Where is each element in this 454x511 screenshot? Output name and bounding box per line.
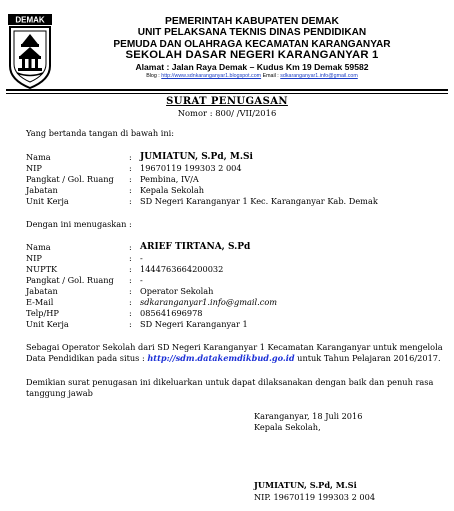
body-line-2-end: untuk Tahun Pelajaran 2016/2017. (294, 353, 441, 363)
school-name: SEKOLAH DASAR NEGERI KARANGANYAR 1 (125, 49, 379, 62)
field-value: Kepala Sekolah (140, 185, 205, 195)
field-colon: : (129, 319, 132, 329)
field-colon: : (129, 185, 132, 195)
school-address: Alamat : Jalan Raya Demak – Kudus Km 19 Demak 59582 (135, 61, 369, 72)
field-value: - (140, 275, 143, 285)
field-colon: : (129, 242, 132, 252)
letterhead-rule-thin (6, 93, 448, 94)
field-colon: : (129, 308, 132, 318)
field-colon: : (129, 264, 132, 274)
signature-nip: NIP. 19670119 199303 2 004 (254, 492, 376, 502)
field-label: Telp/HP (26, 308, 59, 318)
field-value: SD Negeri Karanganyar 1 (140, 319, 248, 329)
field-value: SD Negeri Karanganyar 1 Kec. Karanganyar Kab. Demak (140, 196, 378, 206)
office-name: UNIT PELAKSANA TEKNIS DINAS PENDIDIKAN (137, 27, 367, 39)
place-date: Karanganyar, 18 Juli 2016 (254, 411, 363, 421)
contact-line (56, 73, 448, 80)
assigns-text: Dengan ini menugaskan : (26, 219, 132, 229)
field-colon: : (129, 196, 132, 206)
field-value: Pembina, IV/A (140, 174, 199, 184)
assignee-name: ARIEF TIRTANA, S.Pd (140, 242, 251, 252)
letterhead-rule-thick (6, 89, 448, 91)
field-colon: : (129, 152, 132, 162)
letter-title: SURAT PENUGASAN (166, 96, 288, 107)
demak-regency-emblem-icon (8, 14, 52, 90)
letterhead (0, 0, 454, 96)
field-colon: : (129, 275, 132, 285)
field-colon: : (129, 297, 132, 307)
field-colon: : (129, 286, 132, 296)
letter-number: Nomor : 800/ /VII/2016 (177, 108, 277, 118)
field-colon: : (129, 253, 132, 263)
field-label: Pangkat / Gol. Ruang (26, 275, 114, 285)
field-label: NUPTK (26, 264, 58, 274)
signer-position: Kepala Sekolah, (254, 422, 321, 432)
field-label: Pangkat / Gol. Ruang (26, 174, 114, 184)
body-line-1: Sebagai Operator Sekolah dari SD Negeri Karanganyar 1 Kecamatan Karanganyar untuk mengelola (26, 342, 443, 352)
field-value: Operator Sekolah (140, 286, 214, 296)
intro-text: Yang bertanda tangan di bawah ini: (26, 128, 174, 138)
closing-line-1: Demikian surat penugasan ini dikeluarkan untuk dapat dilaksanakan dengan baik dan penuh rasa (26, 377, 434, 387)
email-label: Email : (262, 73, 279, 80)
assignee-email: sdkaranganyar1.info@gmail.com (140, 297, 278, 307)
email-link[interactable]: sdkaranganyar1.info@gmail.com (280, 73, 358, 80)
dapodik-site-link[interactable]: http://sdm.datakemdikbud.go.id (147, 353, 295, 363)
body-line-2-start: Data Pendidikan pada situs : (26, 353, 148, 363)
body-line-2 (26, 353, 441, 363)
field-colon: : (129, 174, 132, 184)
field-label: Jabatan (26, 185, 58, 195)
office-subname: PEMUDA DAN OLAHRAGA KECAMATAN KARANGANYAR (113, 38, 391, 50)
closing-line-2: tanggung jawab (26, 388, 93, 398)
field-value: 1444763664200032 (140, 264, 224, 274)
field-label: Jabatan (26, 286, 58, 296)
logo-label: DEMAK (15, 15, 45, 25)
field-colon: : (129, 163, 132, 173)
field-value: 19670119 199303 2 004 (140, 163, 242, 173)
letterhead-text (56, 16, 448, 80)
field-label: NIP (26, 163, 42, 173)
field-label: Unit Kerja (26, 196, 69, 206)
blog-link[interactable]: http://www.sdnkaranganyar1.blogspot.com (161, 73, 262, 80)
blog-label: Blog : (146, 73, 160, 80)
field-label: Nama (26, 242, 51, 252)
signer-name: JUMIATUN, S.Pd, M.Si (140, 152, 253, 162)
field-value: - (140, 253, 143, 263)
field-label: E-Mail (26, 297, 54, 307)
field-label: NIP (26, 253, 42, 263)
government-name: PEMERINTAH KABUPATEN DEMAK (165, 16, 339, 27)
signature-name: JUMIATUN, S.Pd, M.Si (254, 480, 357, 490)
field-label: Unit Kerja (26, 319, 69, 329)
field-label: Nama (26, 152, 51, 162)
field-value: 085641696978 (140, 308, 203, 318)
